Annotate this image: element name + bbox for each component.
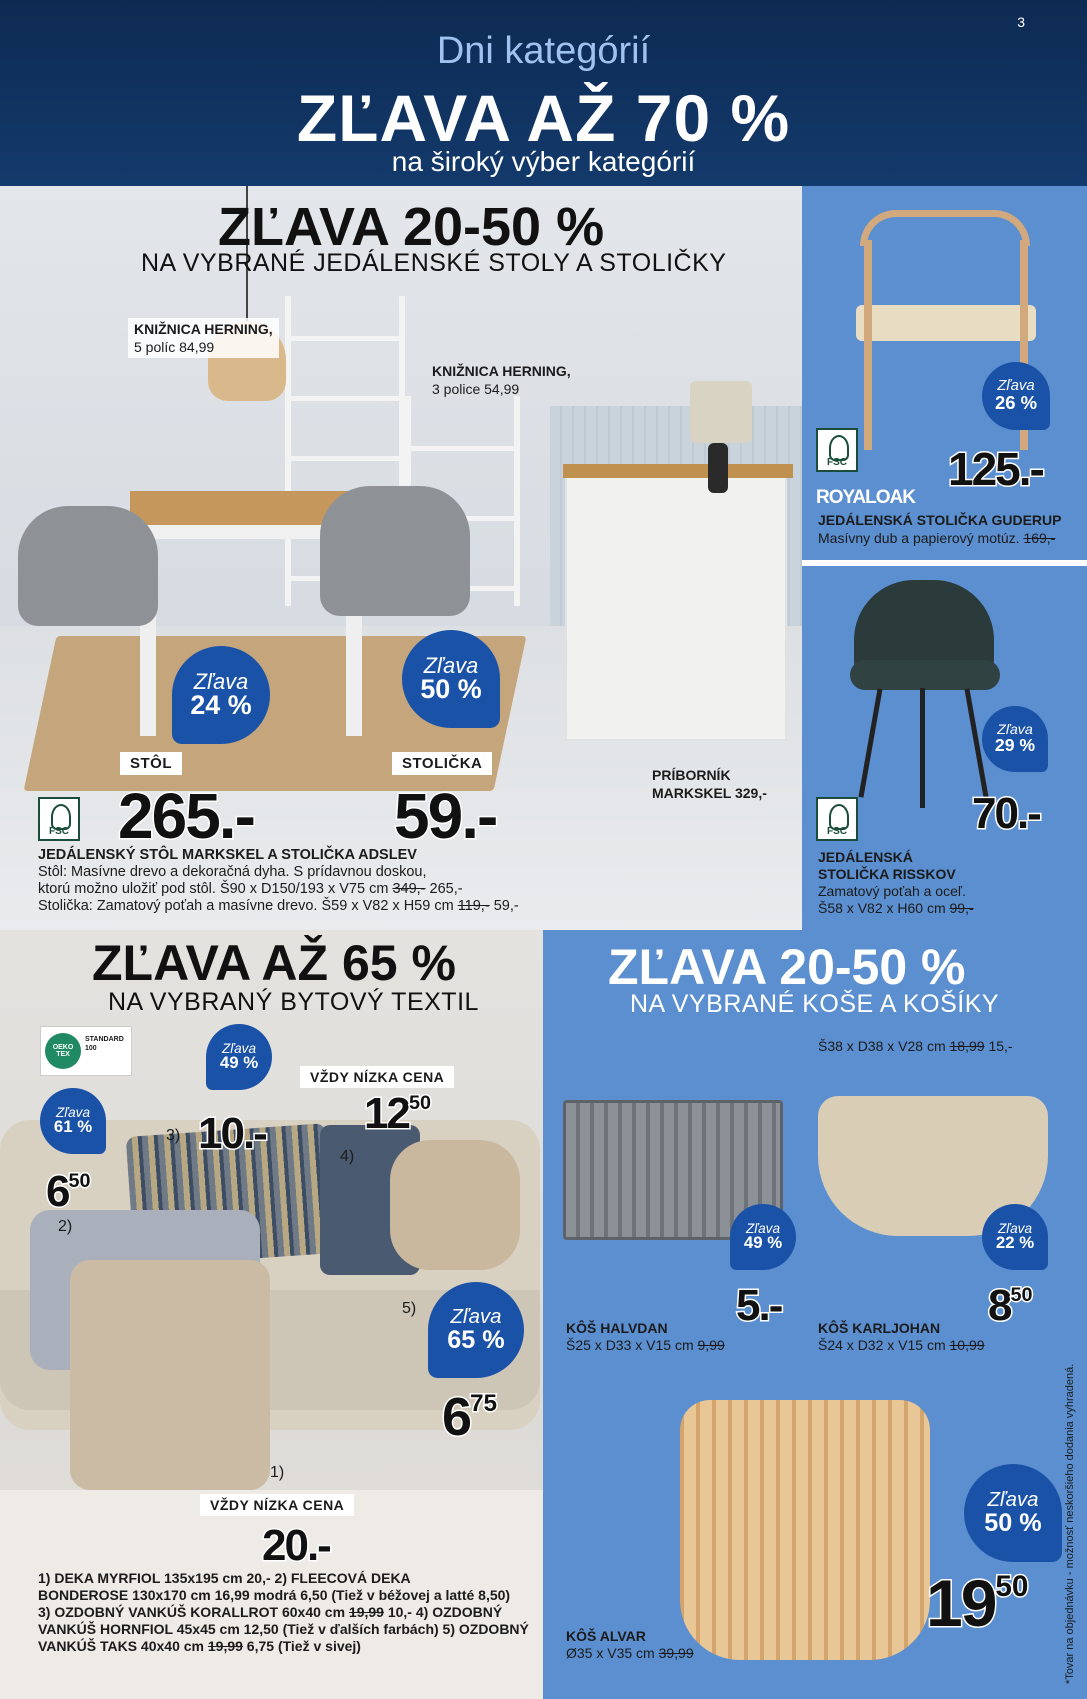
- karljohan-description: KÔŠ KARLJOHAN Š24 x D32 x V15 cm 10,99: [818, 1320, 985, 1353]
- always-low-price-label: VŽDY NÍZKA CENA: [200, 1494, 354, 1516]
- shelf5-price: 5 políc 84,99: [134, 339, 215, 355]
- page-number: 3: [1017, 14, 1025, 30]
- fsc-logo-risskov: FSC: [816, 797, 858, 841]
- shelf3-price: 3 police 54,99: [432, 381, 520, 397]
- discount-badge-risskov: Zľava 29 %: [982, 706, 1048, 772]
- discount-badge-karljohan: Zľava 22 %: [982, 1204, 1048, 1270]
- header-headline: ZĽAVA AŽ 70 %: [296, 81, 791, 155]
- dining-description: JEDÁLENSKÝ STÔL MARKSKEL A STOLIČKA ADSLEV Stôl: Masívne drevo a dekoračná dyha. S prídavnou doskou, ktorú možno uložiť pod stôl. Š90 x D150/193 x V75 cm 349,- 265,- Stolička: Zamatový poťah a masívne drevo. Š59 x V82 x H59 cm 119,- 59,-: [38, 847, 519, 914]
- guderup-title: JEDÁLENSKÁ STOLIČKA GUDERUP: [818, 512, 1062, 528]
- baskets-subline: NA VYBRANÉ KOŠE A KOŠÍKY: [630, 990, 1000, 1018]
- chair: [18, 506, 158, 626]
- pillow-fur: [390, 1140, 520, 1270]
- sideboard-label: PRÍBORNÍK MARKSKEL 329,-: [652, 767, 767, 801]
- halvdan-price: 5.-: [736, 1281, 782, 1330]
- textile-subline: NA VYBRANÝ BYTOVÝ TEXTIL: [108, 988, 479, 1016]
- table-lamp-base: [708, 443, 728, 493]
- guderup-price: 125.-: [948, 443, 1043, 495]
- shelf5-name: KNIŽNICA HERNING,: [134, 321, 273, 337]
- chair-price: 59.-: [394, 780, 497, 852]
- item-number-3: 3): [166, 1127, 181, 1144]
- discount-badge-alvar: Zľava 50 %: [964, 1464, 1062, 1562]
- table-lamp: [690, 381, 752, 443]
- always-low-price-label: VŽDY NÍZKA CENA: [300, 1066, 454, 1088]
- discount-badge-49-pillow: Zľava 49 %: [206, 1024, 272, 1090]
- discount-badge-halvdan: Zľava 49 %: [730, 1204, 796, 1270]
- header-banner: [0, 0, 1087, 186]
- chair: [320, 486, 470, 616]
- risskov-price: 70.-: [972, 789, 1040, 838]
- risskov-description: JEDÁLENSKÁ STOLIČKA RISSKOV Zamatový poťah a oceľ. Š58 x V82 x H60 cm 99,-: [818, 849, 974, 916]
- royaloak-logo: ROYALOAK: [816, 487, 915, 508]
- table-label: STÔL: [120, 752, 182, 775]
- risskov-chair-image: [850, 580, 1010, 810]
- item-number-1: 1): [270, 1464, 285, 1481]
- discount-badge-chair: Zľava 50 %: [402, 630, 500, 728]
- discount-badge-table: Zľava 24 %: [172, 646, 270, 744]
- pillow-hornfiol-price: $12^{50}$: [364, 1089, 431, 1138]
- discount-badge-61: Zľava 61 %: [40, 1088, 106, 1154]
- blanket-bonderose-price: $6^{50}$: [46, 1167, 91, 1216]
- blanket-fur: [70, 1260, 270, 1490]
- baskets-headline: ZĽAVA 20-50 %: [608, 939, 966, 995]
- header-line3: na široký výber kategórií: [391, 146, 696, 177]
- chair-label: STOLIČKA: [392, 752, 492, 775]
- fsc-logo-guderup: FSC: [816, 428, 858, 472]
- item-number-2: 2): [58, 1218, 73, 1235]
- shelf3-name: KNIŽNICA HERNING,: [432, 363, 571, 379]
- halvdan-description: KÔŠ HALVDAN Š25 x D33 x V15 cm 9,99: [566, 1320, 725, 1353]
- dining-subline: NA VYBRANÉ JEDÁLENSKÉ STOLY A STOLIČKY: [141, 249, 727, 277]
- karljohan-price: $8^{50}$: [988, 1281, 1033, 1330]
- karljohan-dims-note: Š38 x D38 x V28 cm 18,99 15,-: [818, 1038, 1013, 1054]
- blanket-myrfiol-price: 20.-: [262, 1521, 330, 1570]
- alvar-price: $19^{50}$: [926, 1566, 1029, 1640]
- textile-description: 1) DEKA MYRFIOL 135x195 cm 20,- 2) FLEECOVÁ DEKA BONDEROSE 130x170 cm 16,99 modrá 6,50 (Tiež v béžovej a latté 8,50) 3) OZDOBNÝ VANKÚŠ KORALLROT 60x40 cm 19,99 10,- 4) OZDOBNÝ VANKÚŠ HORNFIOL 45x45 cm 12,50 (Tiež v ďalších farbách) 5) OZDOBNÝ VANKÚŠ TAKS 40x40 cm 19,99 6,75 (Tiež v sivej): [38, 1570, 529, 1654]
- fsc-logo-dining: FSC: [38, 797, 80, 841]
- alvar-description: KÔŠ ALVAR Ø35 x V35 cm 39,99: [566, 1628, 694, 1661]
- guderup-desc: Masívny dub a papierový motúz. 169,-: [818, 530, 1056, 546]
- table-price: 265.-: [118, 780, 254, 852]
- header-line1: Dni kategórií: [436, 30, 651, 72]
- discount-badge-guderup: Zľava 26 %: [982, 362, 1050, 430]
- textile-headline: ZĽAVA AŽ 65 %: [92, 935, 456, 991]
- shelf5-label: [128, 318, 279, 358]
- footnote: *Tovar na objednávku - možnosť neskoršieho dodania vyhradená.: [1064, 1363, 1076, 1684]
- shelf3-label: [432, 362, 571, 398]
- dining-headline: ZĽAVA 20-50 %: [218, 197, 605, 257]
- pillow-taks-price: $6^{75}$: [442, 1387, 498, 1447]
- basket-alvar-image: [680, 1400, 930, 1660]
- sideboard: [565, 476, 787, 741]
- item-number-4: 4): [340, 1148, 355, 1165]
- discount-badge-65: Zľava 65 %: [428, 1282, 524, 1378]
- pillow-korallrot-price: 10.-: [198, 1109, 266, 1158]
- item-number-5: 5): [402, 1300, 417, 1317]
- oeko-tex-logo: OEKO TEX STANDARD 100: [40, 1026, 132, 1076]
